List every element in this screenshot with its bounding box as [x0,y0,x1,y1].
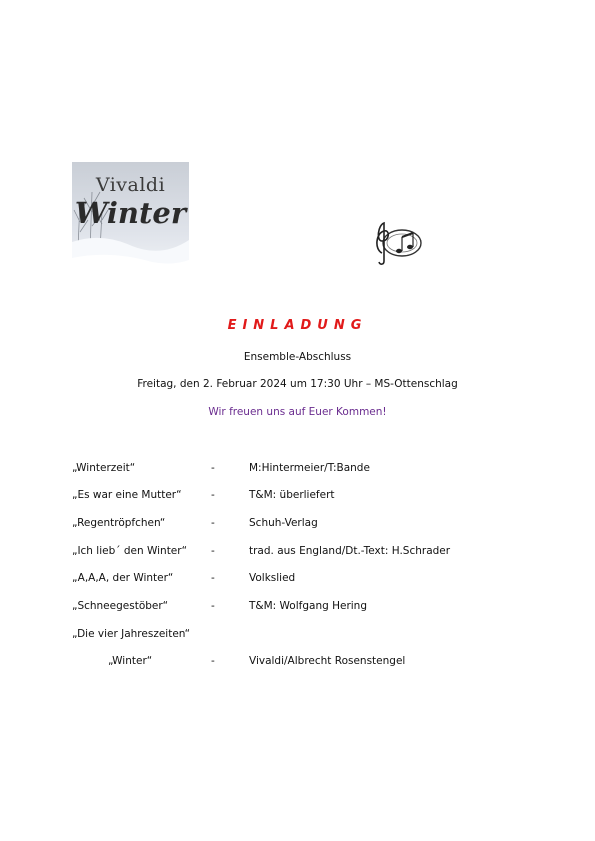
cover-title-vivaldi: Vivaldi [95,174,166,196]
piece-title: „Ich lieb´ den Winter“ [72,545,188,557]
piece-title: „Die vier Jahreszeiten“ [72,628,191,640]
piece-credit: T&M: Wolfgang Hering [249,600,368,612]
piece-title: „Schneegestöber“ [72,600,169,612]
treble-clef-notes-icon [372,219,424,269]
separator-dash: - [211,600,215,612]
program-item [0,572,595,586]
piece-credit: Schuh-Verlag [249,517,318,529]
separator-dash: - [211,572,215,584]
piece-title: „Winter“ [108,655,153,667]
program-item [0,600,595,614]
program-item [0,628,595,642]
separator-dash: - [211,517,215,529]
piece-title: „A,A,A, der Winter“ [72,572,174,584]
program-item [0,462,595,476]
invitation-title: EINLADUNG [227,318,368,333]
event-date-location: Freitag, den 2. Februar 2024 um 17:30 Uhr – MS-Ottenschlag [137,378,458,390]
piece-credit: Vivaldi/Albrecht Rosenstengel [249,655,406,667]
piece-title: „Es war eine Mutter“ [72,489,182,501]
piece-title: „Regentröpfchen“ [72,517,166,529]
vivaldi-winter-cover-image [72,162,189,278]
program-item [0,489,595,503]
separator-dash: - [211,655,215,667]
separator-dash: - [211,545,215,557]
program-item [0,655,595,669]
separator-dash: - [211,489,215,501]
piece-title: „Winterzeit“ [72,462,136,474]
separator-dash: - [211,462,215,474]
event-subtitle: Ensemble-Abschluss [243,351,352,363]
program-item [0,545,595,559]
piece-credit: M:Hintermeier/T:Bande [249,462,370,474]
piece-credit: trad. aus England/Dt.-Text: H.Schrader [249,545,451,557]
program-item [0,517,595,531]
welcome-message: Wir freuen uns auf Euer Kommen! [208,406,387,418]
piece-credit: Volkslied [249,572,296,584]
piece-credit: T&M: überliefert [249,489,335,501]
cover-title-winter: Winter [74,196,187,230]
